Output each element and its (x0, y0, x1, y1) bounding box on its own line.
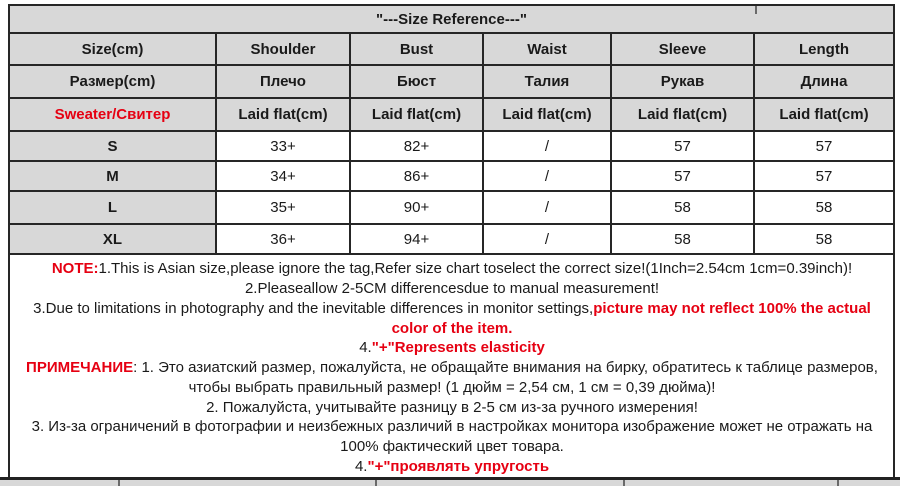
table-title-cell (9, 5, 894, 33)
notes-section (9, 254, 894, 479)
product-name: Sweater/Свитер (9, 98, 216, 131)
note-line-7: чтобы выбрать правильный размер! (1 дюйм = 2,54 см, 1 см = 0,39 дюйма)! (188, 378, 716, 396)
note-line-5: 4."+"Represents elasticity (359, 339, 545, 357)
size-label: L (9, 191, 216, 224)
value-cell: 34+ (216, 161, 350, 191)
note-line-3: 3.Due to limitations in photography and the inevitable differences in monitor settings,picture may not reflect 100% the actual (33, 299, 871, 317)
note-line-2: 2.Pleaseallow 2-5CM differencesdue to manual measurement! (244, 279, 660, 297)
cutoff-column-divider (837, 480, 839, 486)
laid-flat-label: Laid flat(cm) (611, 98, 754, 131)
value-cell: 33+ (216, 131, 350, 161)
value-cell: / (483, 224, 611, 254)
note-line-4: color of the item. (391, 319, 513, 337)
laid-flat-label: Laid flat(cm) (350, 98, 483, 131)
value-cell: 36+ (216, 224, 350, 254)
value-cell: 58 (754, 191, 894, 224)
note-label-en: NOTE: (51, 260, 99, 278)
value-cell: 35+ (216, 191, 350, 224)
size-label: XL (9, 224, 216, 254)
column-header-size: Size(cm) (9, 33, 216, 65)
value-cell: 82+ (350, 131, 483, 161)
value-cell: 86+ (350, 161, 483, 191)
title-row (9, 5, 894, 33)
column-header-sleeve: Sleeve (611, 33, 754, 65)
column-header-bust: Bust (350, 33, 483, 65)
value-cell: 58 (754, 224, 894, 254)
cutoff-column-divider (623, 480, 625, 486)
size-row-xl (9, 224, 894, 254)
value-cell: / (483, 161, 611, 191)
note-line-6: ПРИМЕЧАНИЕ: 1. Это азиатский размер, пожалуйста, не обращайте внимания на бирку, обратитесь к таблице размеров, (26, 359, 878, 377)
column-header-waist: Waist (483, 33, 611, 65)
value-cell: 94+ (350, 224, 483, 254)
title-row-divider-artifact (755, 6, 757, 14)
note-line-11: 4."+"проявлять упругость (354, 458, 550, 476)
header-row-english (9, 33, 894, 65)
measure-method-row (9, 98, 894, 131)
column-header-sleeve-ru: Рукав (611, 65, 754, 98)
value-cell: 57 (754, 161, 894, 191)
size-table (8, 4, 895, 480)
value-cell: 57 (611, 161, 754, 191)
value-cell: 57 (754, 131, 894, 161)
size-row-m (9, 161, 894, 191)
value-cell: / (483, 131, 611, 161)
column-header-length: Length (754, 33, 894, 65)
laid-flat-label: Laid flat(cm) (483, 98, 611, 131)
note-line-1: NOTE:1.This is Asian size,please ignore the tag,Refer size chart toselect the correct size!(1Inch=2.54cm 1cm=0.39inch)! (51, 260, 853, 278)
table-title: "---Size Reference---" (376, 10, 527, 28)
size-label: M (9, 161, 216, 191)
column-header-waist-ru: Талия (483, 65, 611, 98)
note-line-9: 3. Из-за ограничений в фотографии и неизбежных различий в настройках монитора изображение может не отражать на (31, 418, 873, 436)
note-label-ru: ПРИМЕЧАНИЕ (26, 359, 134, 377)
value-cell: / (483, 191, 611, 224)
note-line-10: 100% фактический цвет товара. (340, 438, 564, 456)
size-row-s (9, 131, 894, 161)
column-header-shoulder: Shoulder (216, 33, 350, 65)
value-cell: 58 (611, 191, 754, 224)
cutoff-column-divider (375, 480, 377, 486)
size-label: S (9, 131, 216, 161)
column-header-size-ru: Размер(cm) (9, 65, 216, 98)
laid-flat-label: Laid flat(cm) (754, 98, 894, 131)
header-row-russian (9, 65, 894, 98)
note-line-8: 2. Пожалуйста, учитывайте разницу в 2-5 см из-за ручного измерения! (206, 398, 698, 416)
cutoff-column-divider (118, 480, 120, 486)
laid-flat-label: Laid flat(cm) (216, 98, 350, 131)
value-cell: 57 (611, 131, 754, 161)
notes-row (9, 254, 894, 479)
cutoff-next-table-row (0, 477, 900, 486)
value-cell: 90+ (350, 191, 483, 224)
column-header-shoulder-ru: Плечо (216, 65, 350, 98)
column-header-length-ru: Длина (754, 65, 894, 98)
value-cell: 58 (611, 224, 754, 254)
column-header-bust-ru: Бюст (350, 65, 483, 98)
size-row-l (9, 191, 894, 224)
